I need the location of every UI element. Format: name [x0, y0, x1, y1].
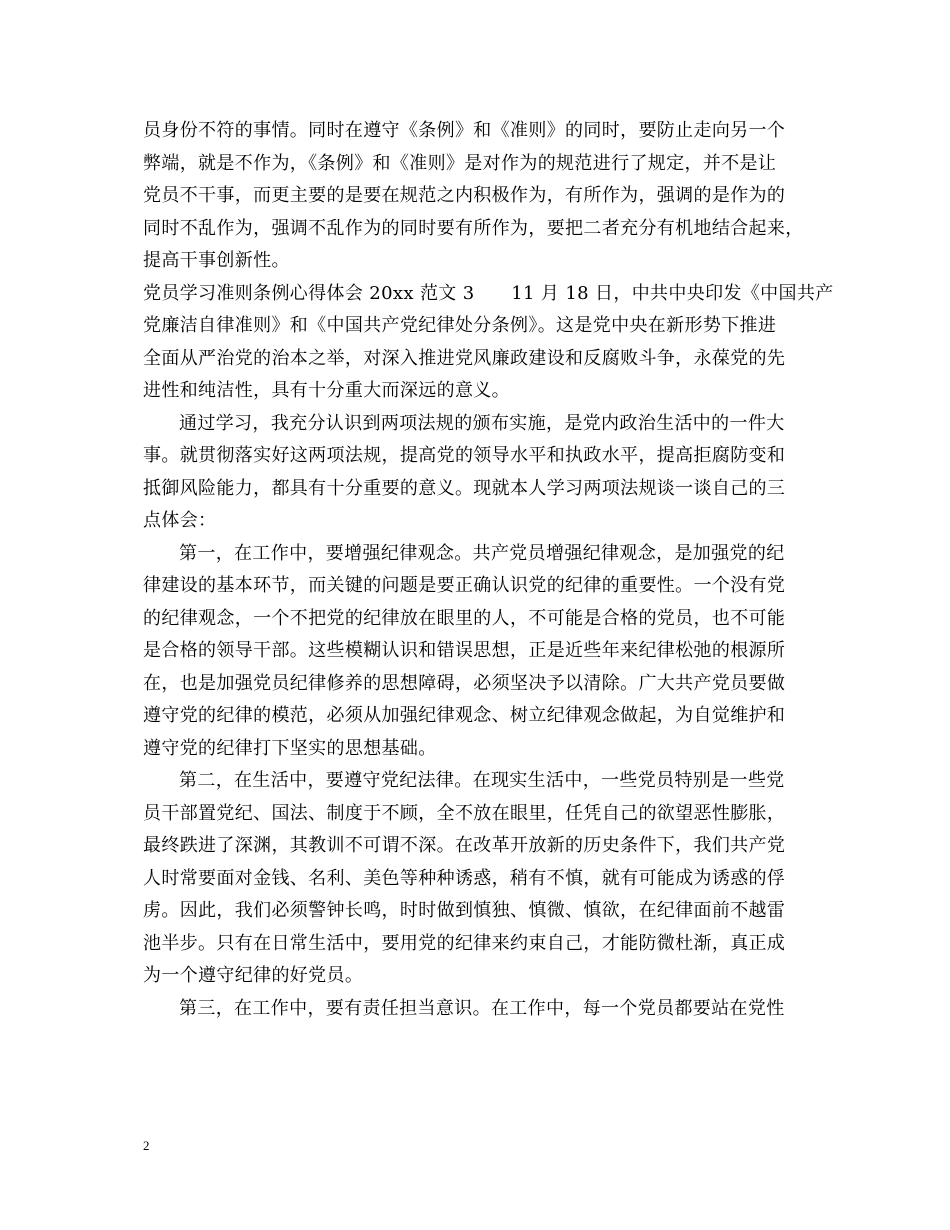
text-line: 律建设的基本环节，而关键的问题是要正确认识党的纪律的重要性。一个没有党: [143, 575, 786, 596]
text-line: 事。就贯彻落实好这两项法规，提高党的领导水平和执政水平，提高拒腐防变和: [143, 445, 786, 466]
text-line: 的纪律观念，一个不把党的纪律放在眼里的人，不可能是合格的党员，也不可能: [143, 607, 786, 629]
page-number: 2: [143, 1138, 150, 1153]
paragraph: [143, 993, 811, 1026]
text-line: 为一个遵守纪律的好党员。: [143, 965, 364, 986]
paragraph: [143, 538, 811, 766]
text-line: 是合格的领导干部。这些模糊认识和错误思想，正是近些年来纪律松弛的根源所: [143, 640, 786, 661]
text-line: 第一，在工作中，要增强纪律观念。共产党员增强纪律观念，是加强党的纪: [179, 542, 785, 564]
text-line: 全面从严治党的治本之举，对深入推进党风廉政建设和反腐败斗争，永葆党的先: [143, 347, 786, 369]
text-line: 点体会：: [143, 510, 217, 531]
text-line: 党廉洁自律准则》和《中国共产党纪律处分条例》。这是党中央在新形势下推进: [143, 315, 777, 336]
document-body: [143, 115, 834, 1025]
text-line: 进性和纯洁性，具有十分重大而深远的意义。: [143, 380, 510, 401]
text-line: 池半步。只有在日常生活中，要用党的纪律来约束自己，才能防微杜渐，真正成: [143, 932, 786, 954]
text-line: 员身份不符的事情。同时在遵守《条例》和《准则》的同时，要防止走向另一个: [143, 120, 786, 141]
text-line: 第二，在生活中，要遵守党纪法律。在现实生活中，一些党员特别是一些党: [179, 770, 785, 791]
text-line: 员干部置党纪、国法、制度于不顾，全不放在眼里，任凭自己的欲望恶性膨胀，: [143, 802, 786, 824]
text-line: 党员学习准则条例心得体会 20xx 范文 3 11 月 18 日，中共中央印发《中国共产: [143, 282, 834, 304]
text-line: 第三，在工作中，要有责任担当意识。在工作中，每一个党员都要站在党性: [179, 997, 785, 1019]
text-line: 弊端，就是不作为，《条例》和《准则》是对作为的规范进行了规定，并不是让: [143, 152, 777, 174]
paragraph: [143, 278, 834, 408]
paragraph: [143, 765, 811, 993]
text-line: 提高干事创新性。: [143, 250, 290, 271]
text-line: 党员不干事，而更主要的是要在规范之内积极作为，有所作为，强调的是作为的: [143, 185, 786, 206]
text-line: 在，也是加强党员纪律修养的思想障碍，必须坚决予以清除。广大共产党员要做: [143, 672, 786, 694]
paragraph: [143, 408, 811, 538]
text-line: 遵守党的纪律的模范，必须从加强纪律观念、树立纪律观念做起，为自觉维护和: [143, 705, 786, 726]
text-line: 抵御风险能力，都具有十分重要的意义。现就本人学习两项法规谈一谈自己的三: [143, 477, 786, 499]
text-line: 虏。因此，我们必须警钟长鸣，时时做到慎独、慎微、慎欲，在纪律面前不越雷: [143, 900, 786, 921]
text-line: 最终跌进了深渊，其教训不可谓不深。在改革开放新的历史条件下，我们共产党: [143, 835, 786, 856]
paragraph: [143, 115, 811, 278]
text-line: 遵守党的纪律打下坚实的思想基础。: [143, 737, 437, 759]
text-line: 人时常要面对金钱、名利、美色等种种诱惑，稍有不慎，就有可能成为诱惑的俘: [143, 867, 786, 889]
text-line: 通过学习，我充分认识到两项法规的颁布实施，是党内政治生活中的一件大: [179, 412, 785, 434]
text-line: 同时不乱作为，强调不乱作为的同时要有所作为，要把二者充分有机地结合起来，: [143, 217, 804, 239]
